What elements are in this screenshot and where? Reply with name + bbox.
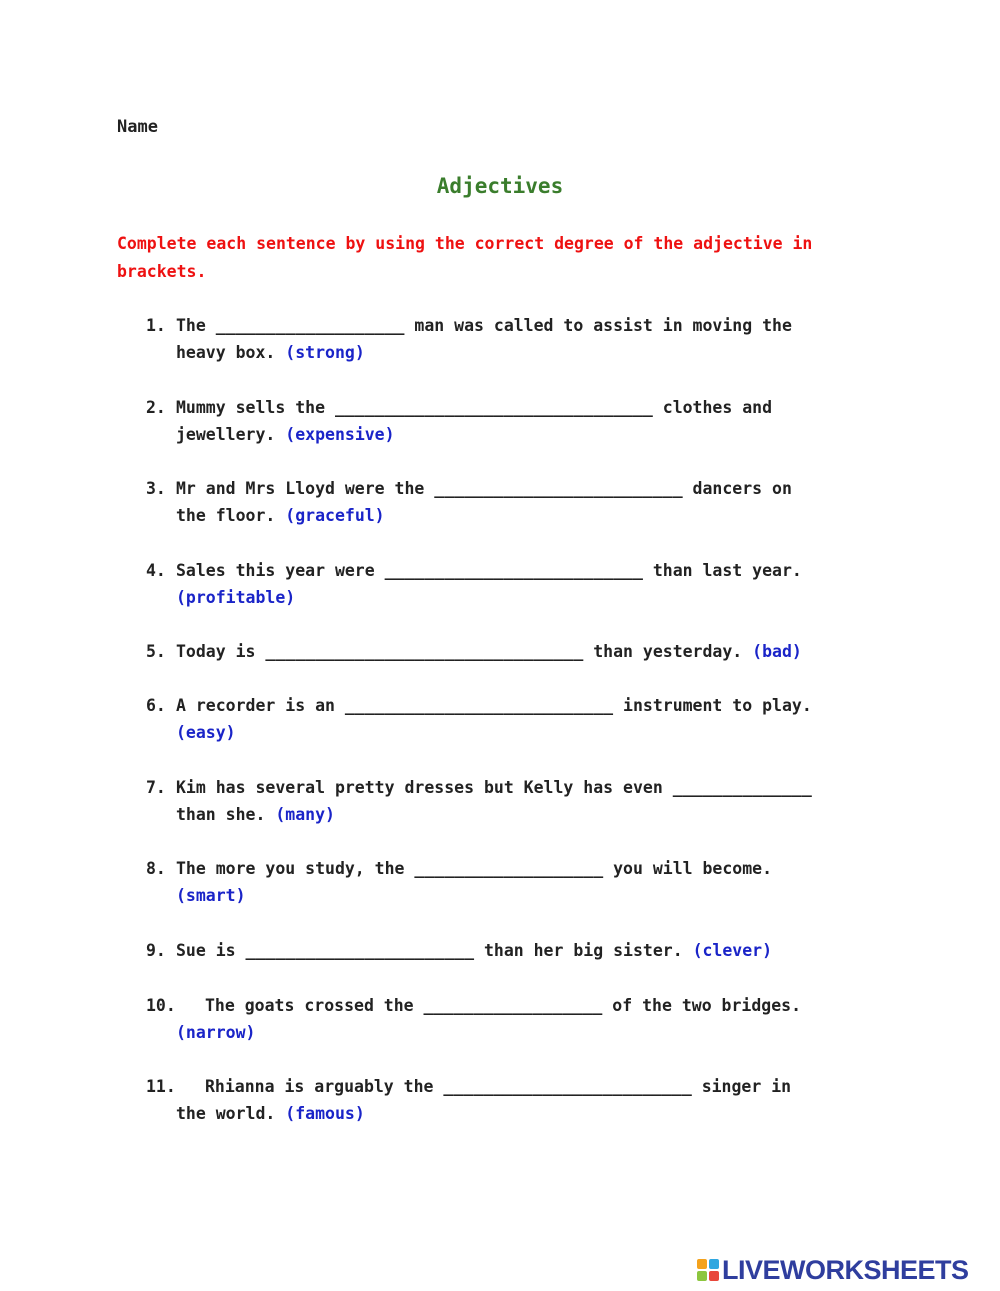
exercise-item-9 <box>146 937 886 964</box>
logo-blocks-icon <box>697 1259 719 1281</box>
logo-text: LIVEWORKSHEETS <box>722 1254 969 1285</box>
exercise-item-8 <box>146 855 886 909</box>
item-number: 6. <box>146 696 166 715</box>
item-text: The goats crossed the __________________ of the two bridges. <box>205 996 802 1015</box>
item-text: Kim has several pretty dresses but Kelly has even ______________ <box>176 778 812 797</box>
exercise-item-1 <box>146 312 886 366</box>
item-number: 3. <box>146 479 166 498</box>
item-number: 10. <box>146 996 176 1015</box>
logo-block <box>697 1271 707 1281</box>
item-number: 4. <box>146 561 166 580</box>
page-title: Adjectives <box>436 174 564 198</box>
item-text: Today is ________________________________ than yesterday. <box>176 642 753 661</box>
instructions: Complete each sentence by using the correct degree of the adjective in brackets. <box>117 234 813 281</box>
item-text: Sue is _______________________ than her big sister. <box>176 941 693 960</box>
item-hint: (clever) <box>692 941 773 960</box>
item-hint: (easy) <box>176 723 236 742</box>
item-number: 1. <box>146 316 166 335</box>
item-hint: (expensive) <box>285 425 395 444</box>
item-hint: (bad) <box>752 642 802 661</box>
item-text-continued: the floor. <box>176 506 286 525</box>
liveworksheets-logo <box>697 1254 969 1286</box>
item-hint: (graceful) <box>285 506 385 525</box>
exercise-item-5 <box>146 638 886 665</box>
item-text: Rhianna is arguably the _________________________ singer in <box>205 1077 792 1096</box>
item-text: The more you study, the ___________________ you will become. <box>176 859 773 878</box>
item-text: A recorder is an ___________________________ instrument to play. <box>176 696 812 715</box>
item-number: 8. <box>146 859 166 878</box>
item-text: Mr and Mrs Lloyd were the _________________________ dancers on <box>176 479 792 498</box>
logo-block <box>697 1259 707 1269</box>
item-text-continued: heavy box. <box>176 343 286 362</box>
item-hint: (narrow) <box>176 1023 256 1042</box>
item-hint: (famous) <box>285 1104 365 1123</box>
item-hint: (strong) <box>285 343 365 362</box>
item-text-continued: the world. <box>176 1104 286 1123</box>
exercise-item-10 <box>146 992 886 1046</box>
item-hint: (many) <box>275 805 335 824</box>
exercise-item-2 <box>146 394 886 448</box>
exercise-item-6 <box>146 692 886 746</box>
item-number: 2. <box>146 398 166 417</box>
item-text: Sales this year were __________________________ than last year. <box>176 561 802 580</box>
item-text: The ___________________ man was called to assist in moving the <box>176 316 792 335</box>
item-number: 7. <box>146 778 166 797</box>
item-number: 11. <box>146 1077 176 1096</box>
item-number: 5. <box>146 642 166 661</box>
logo-block <box>709 1259 719 1269</box>
exercise-item-4 <box>146 557 886 611</box>
exercise-item-7 <box>146 774 886 828</box>
item-text-continued: than she. <box>176 805 276 824</box>
item-number: 9. <box>146 941 166 960</box>
name-label: Name <box>117 117 158 137</box>
item-text-continued: jewellery. <box>176 425 286 444</box>
item-text: Mummy sells the ________________________________ clothes and <box>176 398 773 417</box>
exercise-item-3 <box>146 475 886 529</box>
logo-block <box>709 1271 719 1281</box>
item-hint: (smart) <box>176 886 246 905</box>
item-hint: (profitable) <box>176 588 296 607</box>
exercise-item-11 <box>146 1073 886 1127</box>
